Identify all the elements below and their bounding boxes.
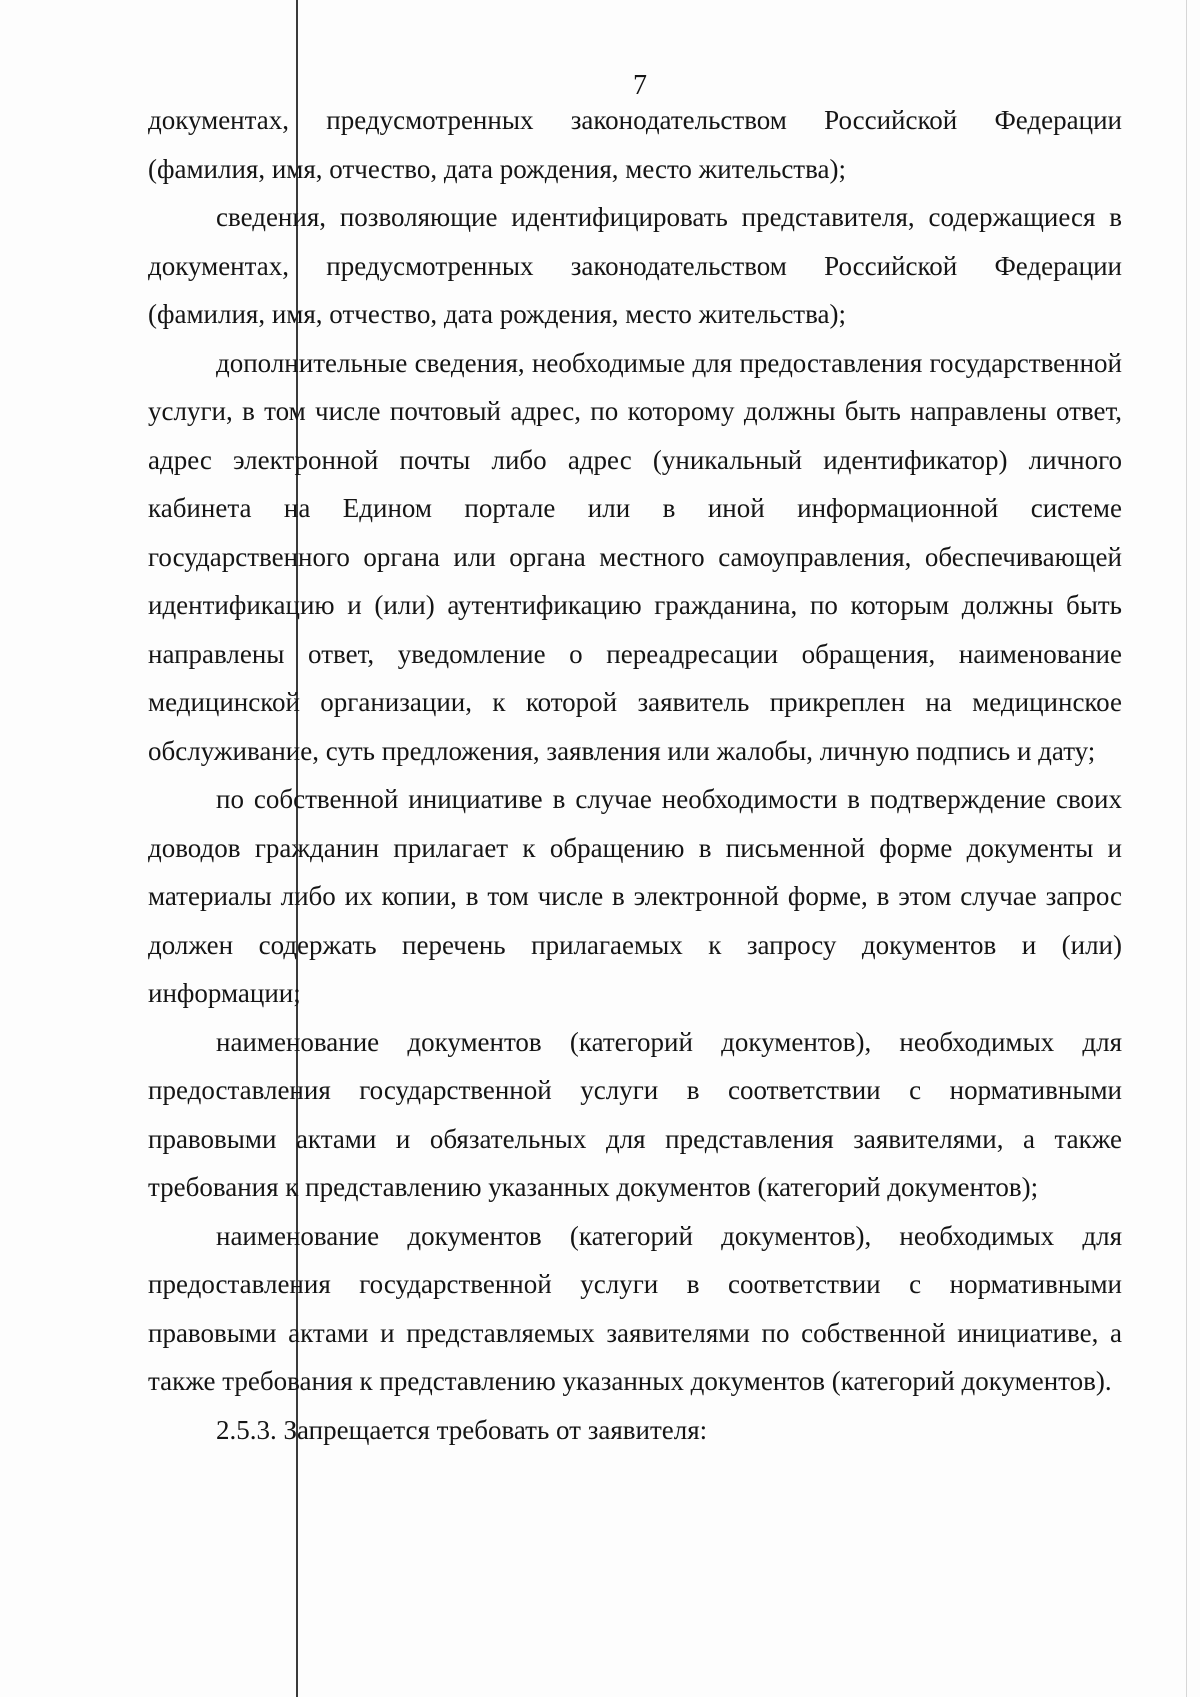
page-number: 7 [633,70,647,101]
paragraph: наименование документов (категорий документов), необходимых для предоставления государственной услуги в соответствии с нормативными правовыми актами и обязательных для представления заявителями, а также требования к представлению указанных документов (категорий документов); [148,1026,1122,1202]
paragraph: сведения, позволяющие идентифицировать представителя, содержащиеся в документах, предусмотренных законодательством Российской Федерации (фамилия, имя, отчество, дата рождения, место жительства); [148,202,1122,329]
paragraph: наименование документов (категорий документов), необходимых для предоставления государственной услуги в соответствии с нормативными правовыми актами и представляемых заявителями по собственной инициативе, а также требования к представлению указанных документов (категорий документов). [148,1220,1122,1396]
paragraph-continuation: документах, предусмотренных законодательством Российской Федерации (фамилия, имя, отчество, дата рождения, место жительства); [148,105,1122,184]
section-heading: 2.5.3. Запрещается требовать от заявителя: [216,1414,708,1445]
page-edge [1186,0,1187,1697]
paragraph: по собственной инициативе в случае необходимости в подтверждение своих доводов гражданин прилагает к обращению в письменной форме документы и материалы либо их копии, в том числе в электронной форме, в этом случае запрос должен содержать перечень прилагаемых к запросу документов и (или) информации; [148,784,1122,1008]
document-body [148,96,1122,1454]
paragraph: дополнительные сведения, необходимые для предоставления государственной услуги, в том числе почтовый адрес, по которому должны быть направлены ответ, адрес электронной почты либо адрес (уникальный идентификатор) личного кабинета на Едином портале или в иной информационной системе государственного органа или органа местного самоуправления, обеспечивающей идентификацию и (или) аутентификацию гражданина, по которым должны быть направлены ответ, уведомление о переадресации обращения, наименование медицинской организации, к которой заявитель прикреплен на медицинское обслуживание, суть предложения, заявления или жалобы, личную подпись и дату; [148,347,1122,766]
